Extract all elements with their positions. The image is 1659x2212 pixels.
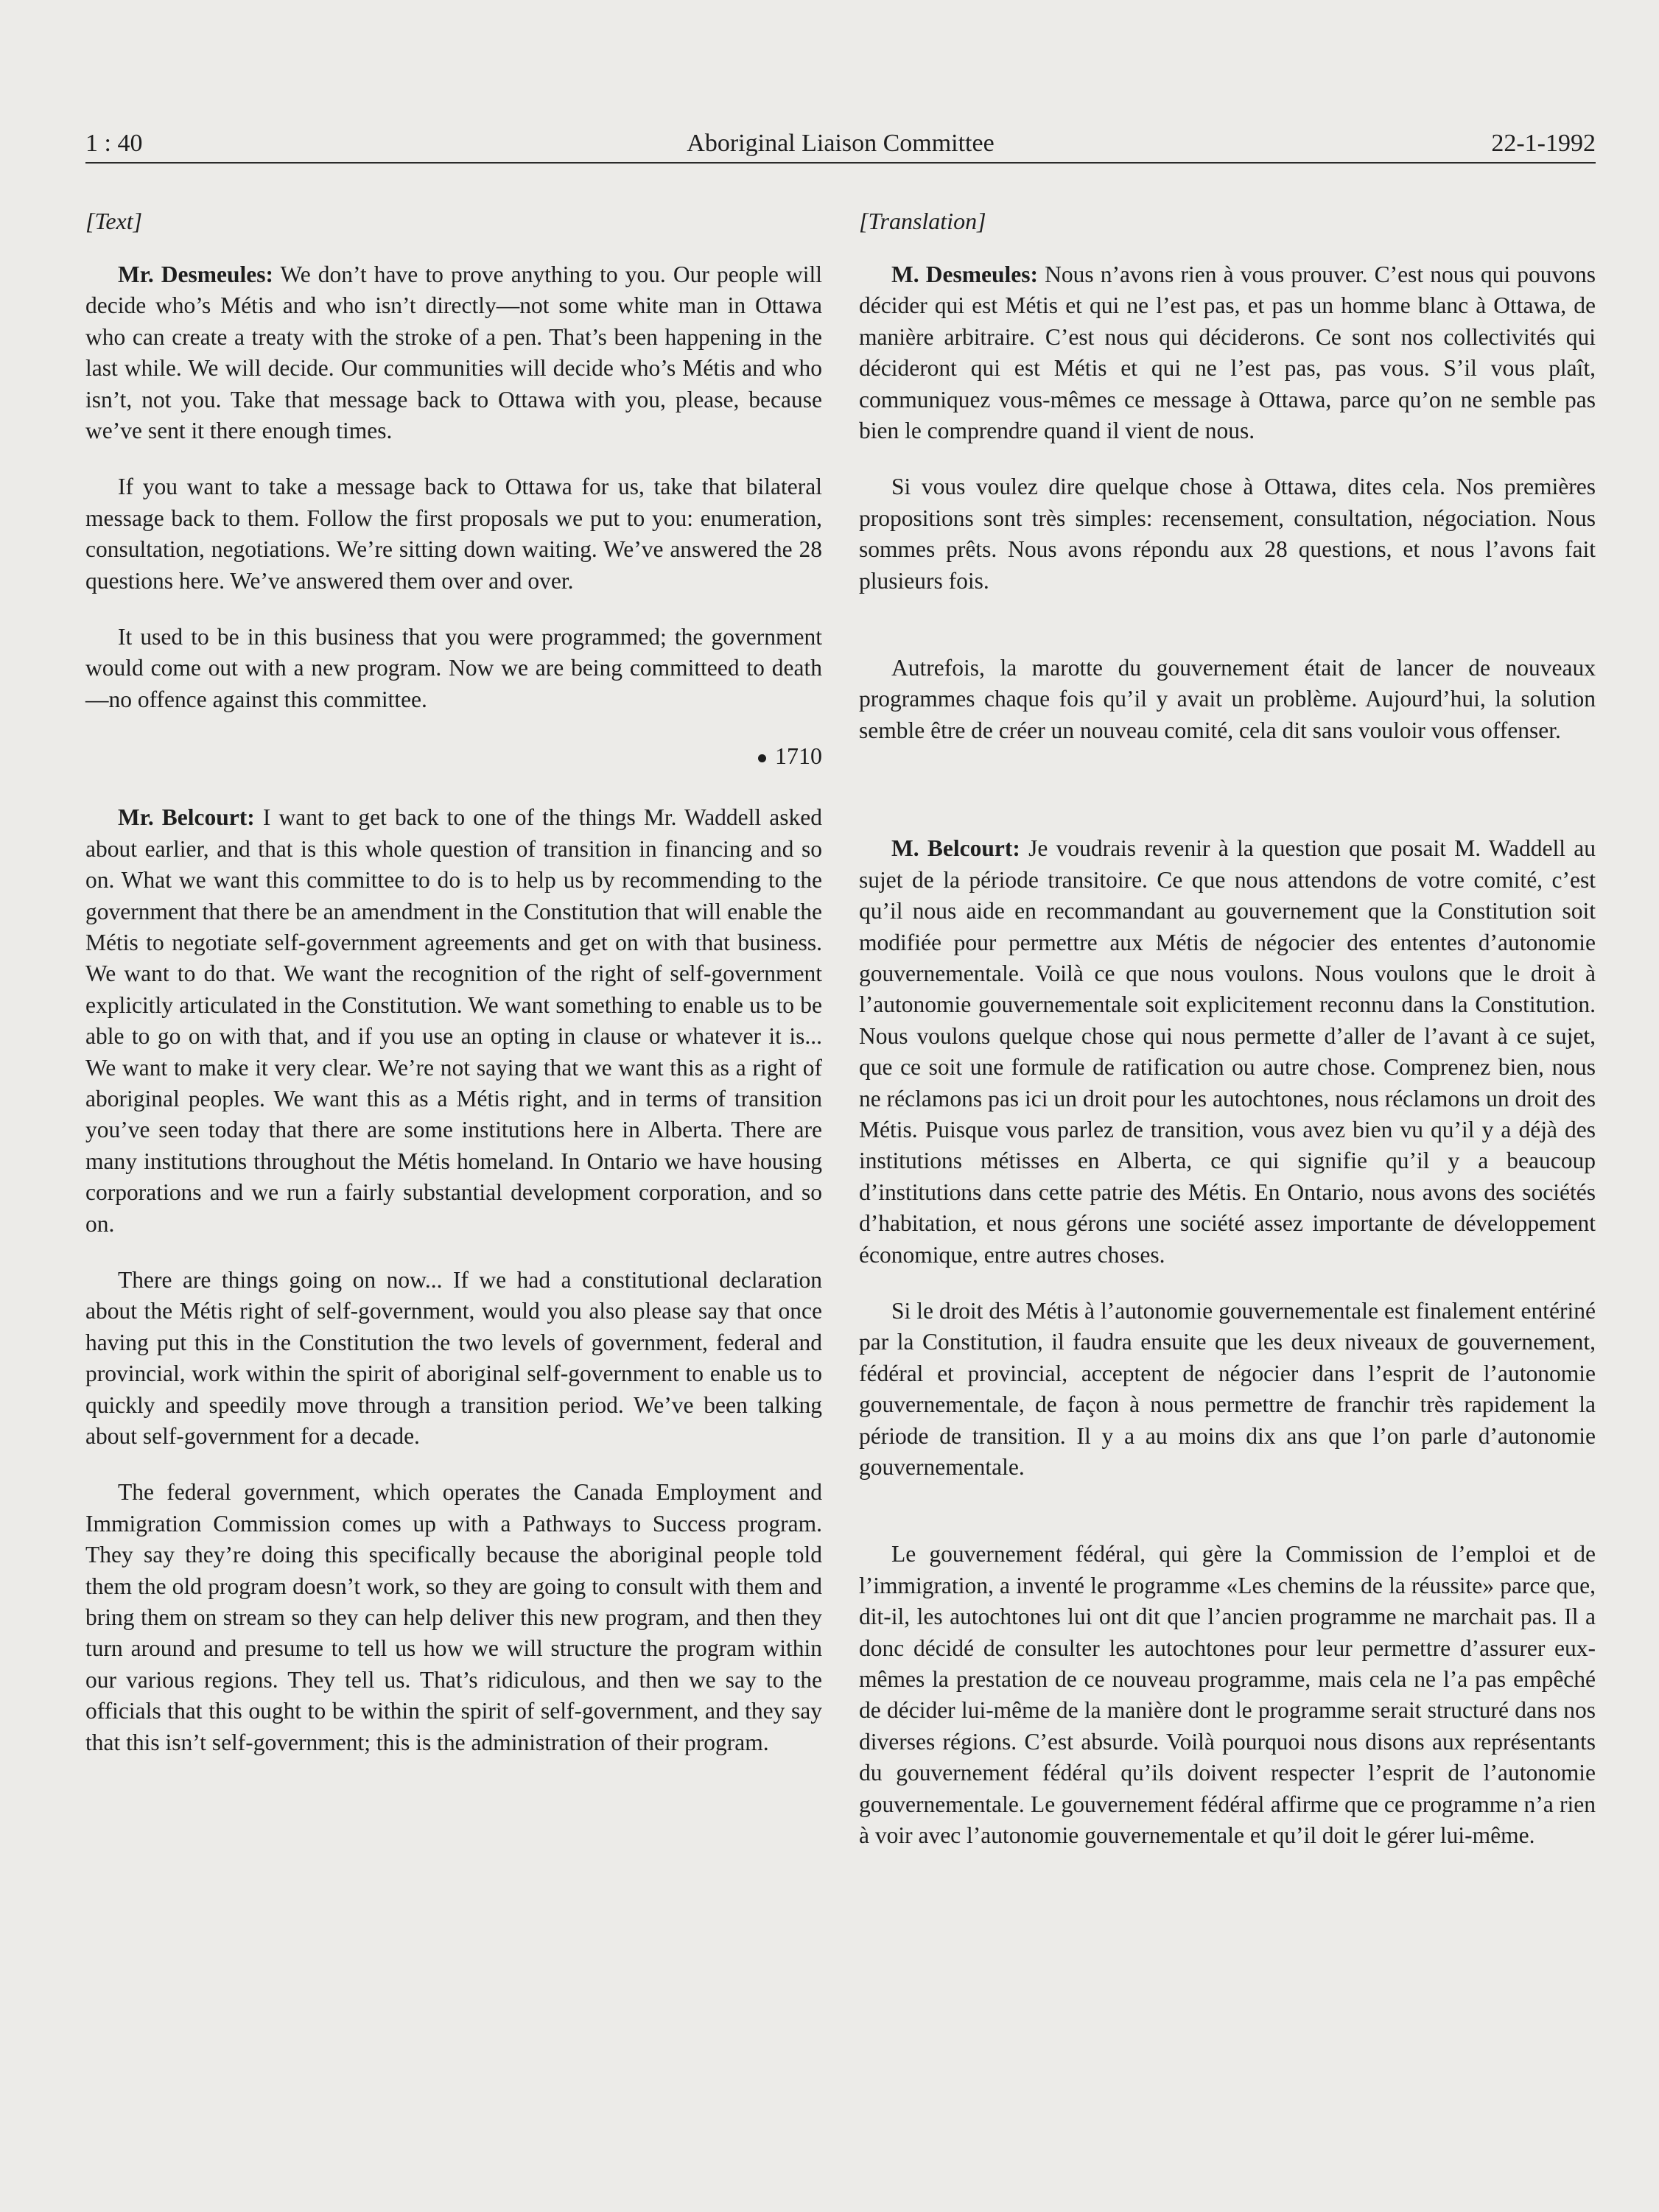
speech-text: I want to get back to one of the things Mr. Waddell asked about earlier, and that is this whole question of transition in financing and so on. What we want this committee to do is to help us by recommending to the government that there be an amendment in the Constitution that will enable the Métis to negotiate self-government agreements and get on with that business. We want to do that. We want the recognition of the right of self-government explicitly articulated in the Constitution. We want something to enable us to be able to go on with that, and if you use an opting in clause or whatever it is... We want to make it very clear. We’re not saying that we want this as a right of aboriginal peoples. We want this as a Métis right, and in terms of transition you’ve seen today that there are some institutions here in Alberta. There are many institutions throughout the Métis homeland. In Ontario we have housing corporations and we run a fairly substantial development corporation, and so on. [85, 804, 822, 1237]
running-title: Aboriginal Liaison Committee [687, 130, 995, 157]
speech-text: Nous n’avons rien à vous prouver. C’est nous qui pouvons décider qui est Métis et qui ne l’est pas, et pas un homme blanc à Ottawa, de manière arbitraire. C’est nous qui déciderons. Ce sont nos collectivités qui décideront qui est Métis et qui ne l’est pas, pas vous. S’il vous plaît, communiquez vous-mêmes ce message à Ottawa, parce qu’on ne semble pas bien le comprendre quand il vient de nous. [859, 261, 1596, 444]
paragraph-en-2: If you want to take a message back to Ottawa for us, take that bilateral message back to them. Follow the first proposals we put to you: enumeration, consultation, negotiations. We’re sitting down waiting. We’ve answered the 28 questions here. We’ve answered them over and over. [85, 474, 822, 594]
speaker-name: M. Belcourt: [891, 835, 1020, 862]
time-marker-text: 1710 [775, 742, 822, 770]
paragraph-belcourt-en [85, 802, 822, 1240]
page-number: 1 : 40 [85, 130, 143, 157]
paragraph-fr-3: Autrefois, la marotte du gouvernement était de lancer de nouveaux programmes chaque fois qu’il y avait un problème. Aujourd’hui, la solution semble être de créer un nouveau comité, cela dit sans vouloir vous offenser. [859, 655, 1596, 743]
column-tag-text: [Text] [85, 208, 143, 234]
sitting-date: 22-1-1992 [1491, 130, 1596, 157]
paragraph-desmeules-en [85, 259, 822, 446]
paragraph-desmeules-fr [859, 259, 1596, 446]
time-marker [85, 740, 822, 771]
french-column [859, 206, 1596, 1851]
page-header [85, 119, 1596, 164]
paragraph-fr-2: Si vous voulez dire quelque chose à Ottawa, dites cela. Nos premières propositions sont très simples: recensement, consultation, négociation. Nous sommes prêts. Nous avons répondu aux 28 questions, et nous l’avons fait plusieurs fois. [859, 474, 1596, 594]
speech-text: Je voudrais revenir à la question que posait M. Waddell au sujet de la période transitoire. Ce que nous attendons de votre comité, c’est qu’il nous aide en recommandant au gouvernement que la Constitution soit modifiée pour permettre aux Métis de négocier des ententes d’autonomie gouvernementale. Voilà ce que nous voulons. Nous voulons que le droit à l’autonomie gouvernementale soit explicitement reconnu dans la Constitution. Nous voulons quelque chose qui nous permette d’aller de l’avant à ce sujet, que ce soit une formule de ratification ou autre chose. Comprenez bien, nous ne réclamons pas ici un droit pour les autochtones, nous réclamons un droit des Métis. Puisque vous parlez de transition, vous avez bien vu qu’il y a déjà des institutions métisses en Alberta, ce qui signifie qu’il y a beaucoup d’institutions dans cette patrie des Métis. En Ontario, nous avons des sociétés d’habitation, et nous gérons une société assez importante de développement économique, entre autres choses. [859, 835, 1596, 1268]
column-tag-translation: [Translation] [859, 208, 986, 234]
bullet-icon [758, 754, 766, 762]
paragraph-en-3: It used to be in this business that you were programmed; the government would come out with a new program. Now we are being committeed to death—no offence against this committee. [85, 624, 822, 712]
paragraph-fr-6: Le gouvernement fédéral, qui gère la Commission de l’emploi et de l’immigration, a inventé le programme «Les chemins de la réussite» parce que, dit-il, les autochtones lui ont dit que l’ancien programme ne marchait pas. Il a donc décidé de consulter les autochtones pour leur permettre d’assurer eux-mêmes la prestation de ce nouveau programme, mais cela ne l’a pas empêché de décider lui-même de la manière dont le programme serait structuré dans nos diverses régions. C’est absurde. Voilà pourquoi nous disons aux représentants du gouvernement fédéral qu’ils doivent respecter l’esprit de l’autonomie gouvernementale. Le gouvernement fédéral affirme que ce programme n’a rien à voir avec l’autonomie gouvernementale et qu’il doit le gérer lui-même. [859, 1541, 1596, 1849]
speaker-name: Mr. Desmeules: [118, 261, 273, 287]
speaker-name: M. Desmeules: [891, 261, 1038, 287]
paragraph-en-6: The federal government, which operates the Canada Employment and Immigration Commission comes up with a Pathways to Success program. They say they’re doing this specifically because the aboriginal people told them the old program doesn’t work, so they are going to consult with them and bring them on stream so they can help deliver this new program, and then they turn around and presume to tell us how we will structure the program within our various regions. They tell us. That’s ridiculous, and then we say to the officials that this ought to be within the spirit of self-government, and they say that this isn’t self-government; this is the administration of their program. [85, 1479, 822, 1755]
english-column [85, 206, 822, 1758]
speaker-name: Mr. Belcourt: [118, 804, 255, 831]
paragraph-fr-5: Si le droit des Métis à l’autonomie gouvernementale est finalement entériné par la Constitution, il faudra ensuite que les deux niveaux de gouvernement, fédéral et provincial, acceptent de négocier dans l’esprit de l’autonomie gouvernementale, de façon à nous permettre de franchir très rapidement la période de transition. Il y a au moins dix ans que l’on parle d’autonomie gouvernementale. [859, 1297, 1596, 1480]
speech-text: We don’t have to prove anything to you. Our people will decide who’s Métis and who isn’t directly—not some white man in Ottawa who can create a treaty with the stroke of a pen. That’s been happening in the last while. We will decide. Our communities will decide who’s Métis and who isn’t, not you. Take that message back to Ottawa with you, please, because we’ve sent it there enough times. [85, 261, 823, 444]
paragraph-en-5: There are things going on now... If we had a constitutional declaration about the Métis right of self-government, would you also please say that once having put this in the Constitution the two levels of government, federal and provincial, work within the spirit of aboriginal self-government to enable us to quickly and speedily move through a transition period. We’ve been talking about self-government for a decade. [85, 1266, 822, 1449]
paragraph-belcourt-fr [859, 833, 1596, 1271]
